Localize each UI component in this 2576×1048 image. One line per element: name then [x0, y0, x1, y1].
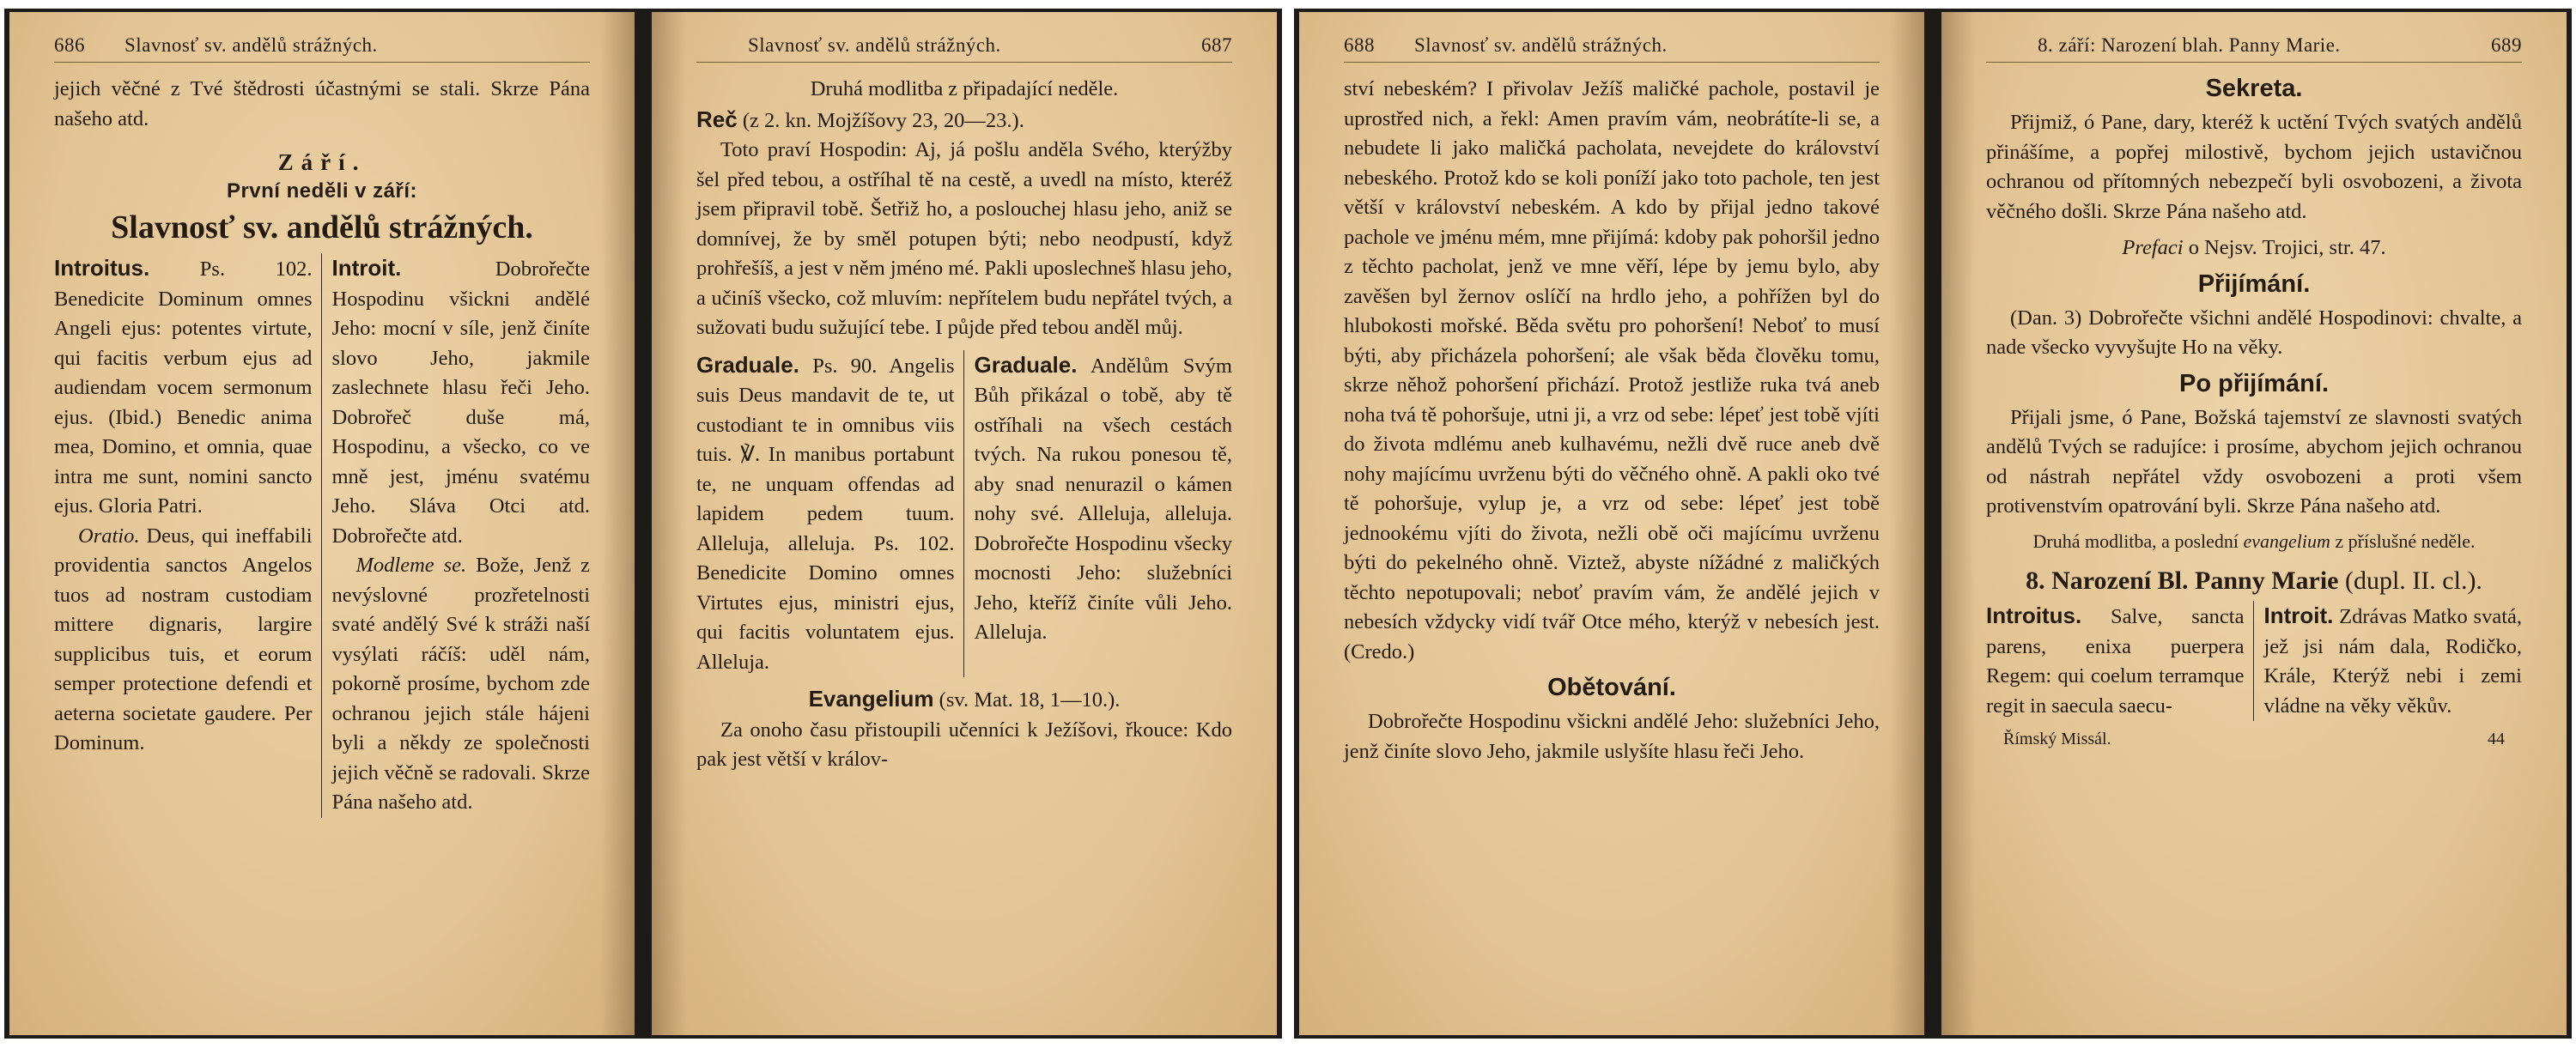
- prijimani-heading: Přijímání.: [2197, 270, 2311, 298]
- page-footer: [1986, 730, 2522, 749]
- gutter-shadow: [1941, 12, 1976, 1035]
- evangelium-continued: ství nebeském? I přivolav Ježíš maličké pachole, postavil je uprostřed nich, a řekl: Amen pravím vám, neobrátíte-li se, a nebudete li jako maličká pacholata, nevejdete do království nebeského. Protož kdo se koli poníží jako toto pachole, ten jest větší v království nebeském. A kdo by přijal jedno takové pachole ve jménu mém, mne přijímá: kdoby pak pohoršil jedno z těchto pacholat, jenž ve mne věří, lépe by jemu bylo, aby zavěšen byl žernov oslíčí na hrdlo jeho, a pohřížen byl do hlubokosti mořské. Běda světu pro pohoršení! Neboť to musí býti, aby přicházela pohoršení; ale však běda člověku tomu, skrze něhož pohoršení přichází. Protož jestliže ruka tvá aneb noha tvá tě pohoršuje, utni ji, a vrz od sebe: lépeť jest tobě vjíti do života mdlému aneb kulhavému, nežli dvě ruce aneb dvě nohy majícímu uvrženu býti do věčného ohně. A pakli oko tvé tě pohoršuje, vylup je, a vrz od sebe: lépeť jest tobě jednookému vjíti do života, nežli obě oči majícímu uvrženu býti do pekelného ohně. Viztež, abyste nížádné z maličkých těchto nepotupovali; neboť pravím vám, že andělé jejich v nebesích vždycky vidí tvář Otce mého, kterýž v nebesích jest. (Credo.): [1344, 77, 1880, 663]
- po-prijimani-text: Přijali jsme, ó Pane, Božská tajemství ze slavnosti svatých andělů Tvých se radujíce: i prosíme, abychom jejich ochranou od nástrah nepřátel vždy osvobozeni a proti všem protivenstvím opatrování byli. Skrze Pána našeho atd.: [1986, 405, 2522, 518]
- oratio-label: Oratio.: [78, 524, 140, 548]
- feast-title: Slavnosť sv. andělů strážných.: [111, 209, 533, 245]
- czech-column: [964, 350, 1233, 678]
- page-689: [1941, 12, 2567, 1035]
- running-header: [696, 34, 1232, 63]
- book-spread-left: [4, 9, 1282, 1039]
- introitus-latin: Ps. 102. Benedicite Dominum omnes Angeli ejus: potentes virtute, qui facitis verbum ejus ad audiendam vocem sermonum ejus. (Ibid.) Benedic anima mea, Domino, et omnia, quae intra me sunt, nomini sancto ejus. Gloria Patri.: [54, 257, 313, 518]
- czech-column: [322, 253, 591, 818]
- book-spread-right: [1294, 9, 2572, 1039]
- druha-modlitba: Druhá modlitba z připadající neděle.: [810, 77, 1119, 100]
- sekreta-text: Přijmiž, ó Pane, dary, kteréž k uctění Tvých svatých andělů přinášíme, a popřej milostivě, bychom jejich ustavičnou ochranou od přítomných nebezpečí byli osvobozeni, a života věčného došli. Skrze Pána našeho atd.: [1986, 111, 2522, 223]
- evangelium-text: Za onoho času přistoupili učenníci k Ježíšovi, řkouce: Kdo pak jest větší v králov-: [696, 718, 1232, 771]
- druha-b: z příslušné neděle.: [2335, 530, 2476, 552]
- feast-heading: 8. Narození Bl. Panny Marie: [2026, 566, 2339, 595]
- page-688: [1299, 12, 1924, 1035]
- oratio-latin: Deus, qui ineffabili providentia sanctos Angelos tuos ad nostram custodiam mittere dignaris, largire supplicibus tuis, et eorum semper protectione defendi et aeterna societate gaudere. Per Dominum.: [54, 524, 313, 754]
- page-number: 687: [1201, 34, 1232, 56]
- introit-czech: Dobrořečte Hospodinu všickni andělé Jeho: mocní v síle, jenž činíte slovo Jeho, jakmile zaslechnete hlasu řeči Jeho. Dobrořeč duše má, Hospodinu, a všecko, co ve mně jest, jménu svatému Jeho. Sláva Otci atd. Dobrořečte atd.: [331, 257, 590, 548]
- header-title: Slavnosť sv. andělů strážných.: [748, 34, 1001, 56]
- sunday-heading: První neděli v září:: [226, 179, 418, 203]
- introit-label: Introit.: [2263, 603, 2334, 628]
- graduale-cz-label: Graduale.: [974, 351, 1078, 378]
- graduale-czech: Andělům Svým Bůh přikázal o tobě, aby tě ostříhali na všech cestách tvých. Na rukou ponesou tě, aby snad nenurazil o kámen nohy své. Alleluja, alleluja. Dobrořečte Hospodinu všecky mocnosti Jeho: služebníci Jeho, kteříž činíte vůli Jeho. Alleluja.: [974, 354, 1232, 644]
- running-header: [54, 34, 590, 63]
- header-title: Slavnosť sv. andělů strážných.: [1414, 34, 1668, 56]
- rec-ref: (z 2. kn. Mojžíšovy 23, 20—23.).: [742, 108, 1024, 132]
- graduale-latin: Ps. 90. Angelis suis Deus mandavit de te, ut custodiant te in omnibus viis tuis. ℣. In manibus portabunt te, ne unquam offendas ad lapidem pedem tuum. Alleluja, alleluja. Ps. 102. Benedicite Domino omnes Virtutes ejus, ministri ejus, qui facitis voluntatem ejus. Alleluja.: [696, 354, 955, 674]
- footer-left: Římský Missál.: [2003, 730, 2111, 748]
- running-header: [1344, 34, 1880, 63]
- running-header: [1986, 34, 2522, 63]
- page-number: 689: [2491, 34, 2522, 56]
- druha-a: Druhá modlitba, a poslední: [2032, 530, 2239, 552]
- modleme-label: Modleme se.: [355, 554, 467, 577]
- header-title: Slavnosť sv. andělů strážných.: [125, 34, 378, 56]
- parallel-columns: [696, 350, 1232, 678]
- latin-column: [54, 253, 322, 818]
- feast-class: (dupl. II. cl.).: [2344, 566, 2482, 595]
- latin-column: [696, 350, 964, 678]
- rec-text: Toto praví Hospodin: Aj, já pošlu anděla Svého, kterýžby šel před tebou, a ostříhal tě na cestě, a uvedl na místo, kteréž jsem připravil tobě. Šetřiž ho, a poslouchej hlasu jeho, aniž se domnívej, že by směl potupen býti; nebo neodpustí, když prohřešíš, a jest v něm jméno mé. Pakli uposlechneš hlasu jeho, a učiníš všecko, což mluvím: nepřítelem budu nepřátel tvých, a sužovati budu sužující tebe. I půjde před tebou anděl můj.: [696, 138, 1232, 339]
- page-number: 688: [1344, 34, 1375, 56]
- gutter-shadow: [600, 12, 635, 1035]
- graduale-label: Graduale.: [696, 351, 799, 378]
- evangelium-ref: (sv. Mat. 18, 1—10.).: [939, 688, 1121, 712]
- prijimani-text: (Dan. 3) Dobrořečte všichni andělé Hospodinovi: chvalte, a nade všecko vyvyšujte Ho na věky.: [1986, 306, 2522, 359]
- introit-czech: Zdrávas Matko svatá, jež jsi nám dala, Rodičko, Krále, Kterýž nebi i zemi vládne na věky věkův.: [2263, 605, 2522, 718]
- druha-modlitba-note: [1986, 529, 2522, 554]
- header-title: 8. září: Narození blah. Panny Marie.: [2038, 34, 2341, 56]
- obetovani-heading: Obětování.: [1547, 674, 1676, 701]
- page-687: [652, 12, 1277, 1035]
- intro-text: jejich věčné z Tvé štědrosti účastnými se stali. Skrze Pána našeho atd.: [54, 77, 590, 130]
- introitus-label: Introitus.: [1986, 603, 2082, 628]
- evangelium-label: Evangelium: [808, 686, 934, 712]
- czech-column: [2254, 601, 2523, 721]
- introitus-label: Introitus.: [54, 255, 150, 281]
- footer-right: 44: [2488, 730, 2505, 748]
- latin-column: [1986, 601, 2254, 721]
- sekreta-heading: Sekreta.: [2205, 75, 2303, 102]
- rec-label: Reč: [696, 106, 738, 132]
- prefaci-label: Prefaci: [2122, 236, 2184, 259]
- prefaci-rest: o Nejsv. Trojici, str. 47.: [2188, 236, 2386, 259]
- introit-label: Introit.: [331, 255, 402, 281]
- introitus-latin: Salve, sancta parens, enixa puerpera Regem: qui coelum terramque regit in saecula saecu-: [1986, 605, 2245, 718]
- month-heading: Září.: [277, 149, 367, 175]
- po-prijimani-heading: Po přijímání.: [2178, 369, 2330, 397]
- page-686: [9, 12, 635, 1035]
- modleme-czech: Bože, Jenž z nevýslovné prozřetelnosti svaté andělý Své k stráži naší vysýlati ráčíš: uděl nám, pokorně prosíme, bychom zde ochranou jejich stále hájeni byli a někdy ze společnosti jejich věčně se radovali. Skrze Pána našeho atd.: [331, 554, 590, 814]
- parallel-columns: [1986, 601, 2522, 721]
- gutter-shadow: [1890, 12, 1924, 1035]
- parallel-columns: [54, 253, 590, 818]
- obetovani-text: Dobrořečte Hospodinu všickni andělé Jeho: služebníci Jeho, jenž činíte slovo Jeho, jakmile uslyšíte hlasu řeči Jeho.: [1344, 710, 1880, 763]
- druha-ital: evangelium: [2243, 530, 2330, 552]
- page-number: 686: [54, 34, 85, 56]
- gutter-shadow: [652, 12, 686, 1035]
